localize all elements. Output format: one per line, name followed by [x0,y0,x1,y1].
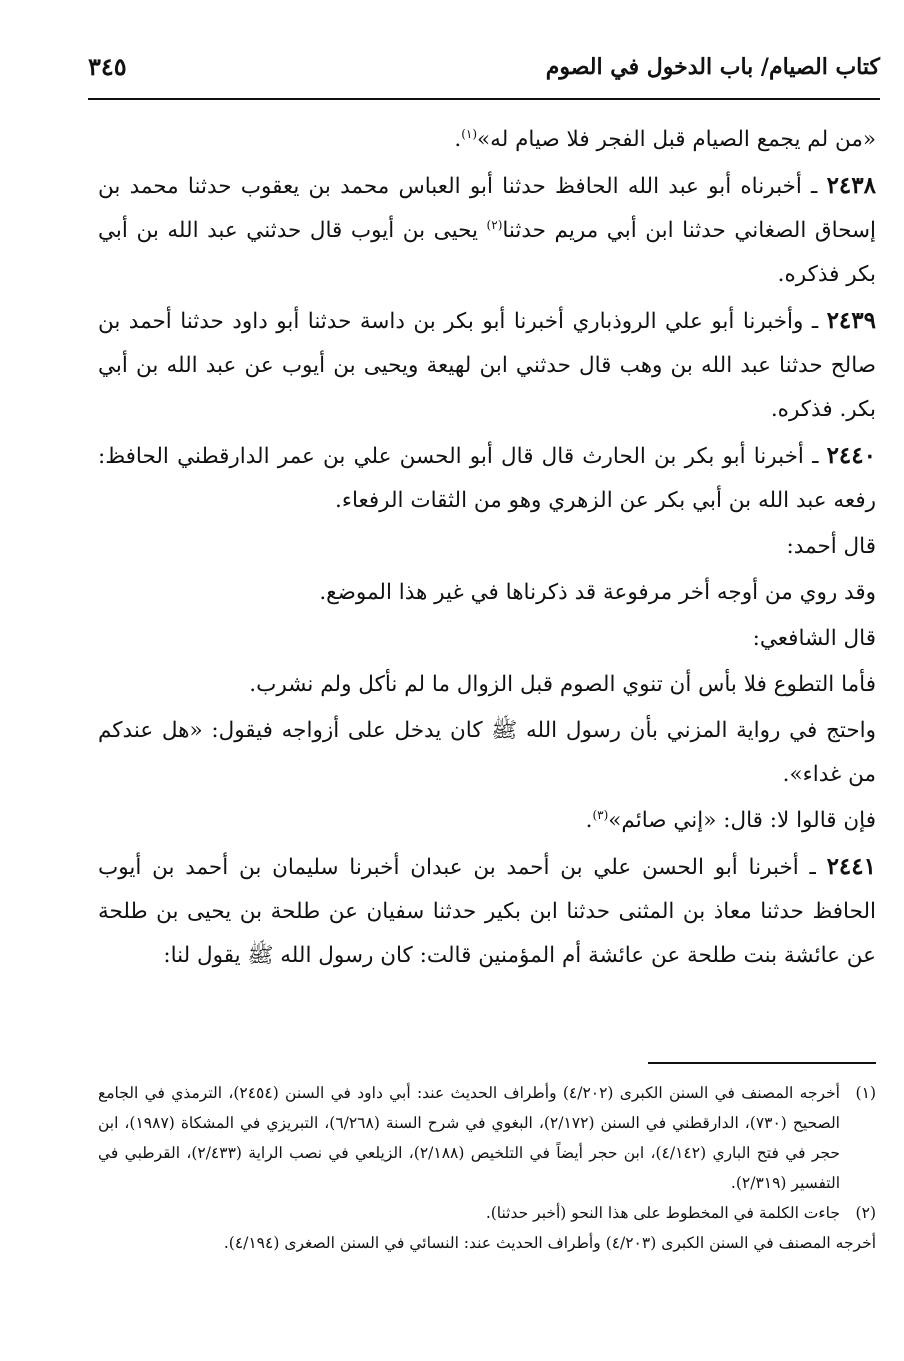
saim-text: فإن قالوا لا: قال: «إني صائم» [608,808,876,833]
paragraph-ahmad-label: قال أحمد: [786,534,876,559]
paragraph-muzani: واحتج في رواية المزني بأن رسول الله ﷺ كان يدخل على أزواجه فيقول: «هل عندكم من غداء». [98,718,876,787]
footnotes [98,1078,876,1323]
hadith-number: ٢٤٤٠ [826,442,876,469]
footnote-2 [98,1198,876,1228]
isnad-text-b: يحيى بن أيوب قال حدثني عبد الله بن أبي بكر فذكره. [98,218,876,287]
paragraph-shafii-text: فأما التطوع فلا بأس أن تنوي الصوم قبل الزوال ما لم نأكل ولم نشرب. [249,672,876,697]
isnad-text: ـ أخبرنا أبو بكر بن الحارث قال قال أبو الحسن علي بن عمر الدارقطني الحافظ: رفعه عبد الله بن أبي بكر عن الزهري وهو من الثقات الرفعاء. [98,444,876,513]
hadith-number: ٢٤٤١ [826,853,876,880]
footnote-ref-2: (٢) [486,217,503,232]
hadith-number: ٢٤٣٨ [826,172,876,199]
page-header [88,46,880,100]
footnote-text: أخرجه المصنف في السنن الكبرى (٤/٢٠٢) وأطراف الحديث عند: أبي داود في السنن (٢٤٥٤)، الترمذي في الجامع الصحيح (٧٣٠)، الدارقطني في السنن (٢/١٧٢)، البغوي في شرح السنة (٦/٢٦٨)، التبريزي في المشكاة (١٩٨٧)، ابن حجر في فتح الباري (٤/١٤٢)، ابن حجر أيضاً في التلخيص (٢/١٨٨)، الزيلعي في نصب الراية (٢/٤٣٣)، القرطبي في التفسير (٢/٣١٩). [98,1084,840,1192]
footnote-ref-3: (٣) [592,807,609,822]
isnad-text-a: ـ أخبرناه أبو عبد الله الحافظ حدثنا أبو العباس محمد بن يعقوب حدثنا محمد بن إسحاق الصغاني حدثنا ابن أبي مريم حدثنا [98,174,876,243]
paragraph-2439 [98,299,876,432]
footnote-divider [648,1062,876,1064]
paragraph-2438 [98,164,876,297]
hadith-quote-text: «من لم يجمع الصيام قبل الفجر فلا صيام له» [477,127,876,152]
paragraph-hadith-quote [98,118,876,162]
footnote-text: جاءت الكلمة في المخطوط على هذا النحو (أخبر حدثنا). [485,1204,840,1222]
footnote-3: أخرجه المصنف في السنن الكبرى (٤/٢٠٣) وأطراف الحديث عند: النسائي في السنن الصغرى (٤/١٩٤). [223,1234,876,1252]
paragraph-saim [98,799,876,843]
paragraph-2441 [98,845,876,978]
running-title: كتاب الصيام/ باب الدخول في الصوم [545,54,880,80]
paragraph-shafii-label: قال الشافعي: [752,626,876,651]
punctuation: . [454,127,462,152]
footnote-mark: (١) [855,1084,876,1102]
punctuation: . [585,808,593,833]
paragraph-2440 [98,434,876,523]
isnad-text: ـ أخبرنا أبو الحسن علي بن أحمد بن عبدان أخبرنا سليمان بن أحمد بن أيوب الحافظ حدثنا معاذ بن المثنى حدثنا ابن بكير حدثنا سفيان عن طلحة بن يحيى بن طلحة عن عائشة بنت طلحة عن عائشة أم المؤمنين قالت: كان رسول الله ﷺ يقول لنا: [98,855,876,968]
footnote-1 [98,1078,876,1198]
paragraph-ahmad-text: وقد روي من أوجه أخر مرفوعة قد ذكرناها في غير هذا الموضع. [319,580,876,605]
footnote-ref-1: (١) [461,126,478,141]
page-number: ٣٤٥ [88,52,127,81]
hadith-number: ٢٤٣٩ [826,307,876,334]
isnad-text: ـ وأخبرنا أبو علي الروذباري أخبرنا أبو بكر بن داسة حدثنا أبو داود حدثنا أحمد بن صالح حدثنا عبد الله بن وهب قال حدثني ابن لهيعة ويحيى بن أيوب عن عبد الله بن أبي بكر. فذكره. [98,309,876,422]
footnote-mark: (٢) [855,1204,876,1222]
main-text [98,118,876,1058]
